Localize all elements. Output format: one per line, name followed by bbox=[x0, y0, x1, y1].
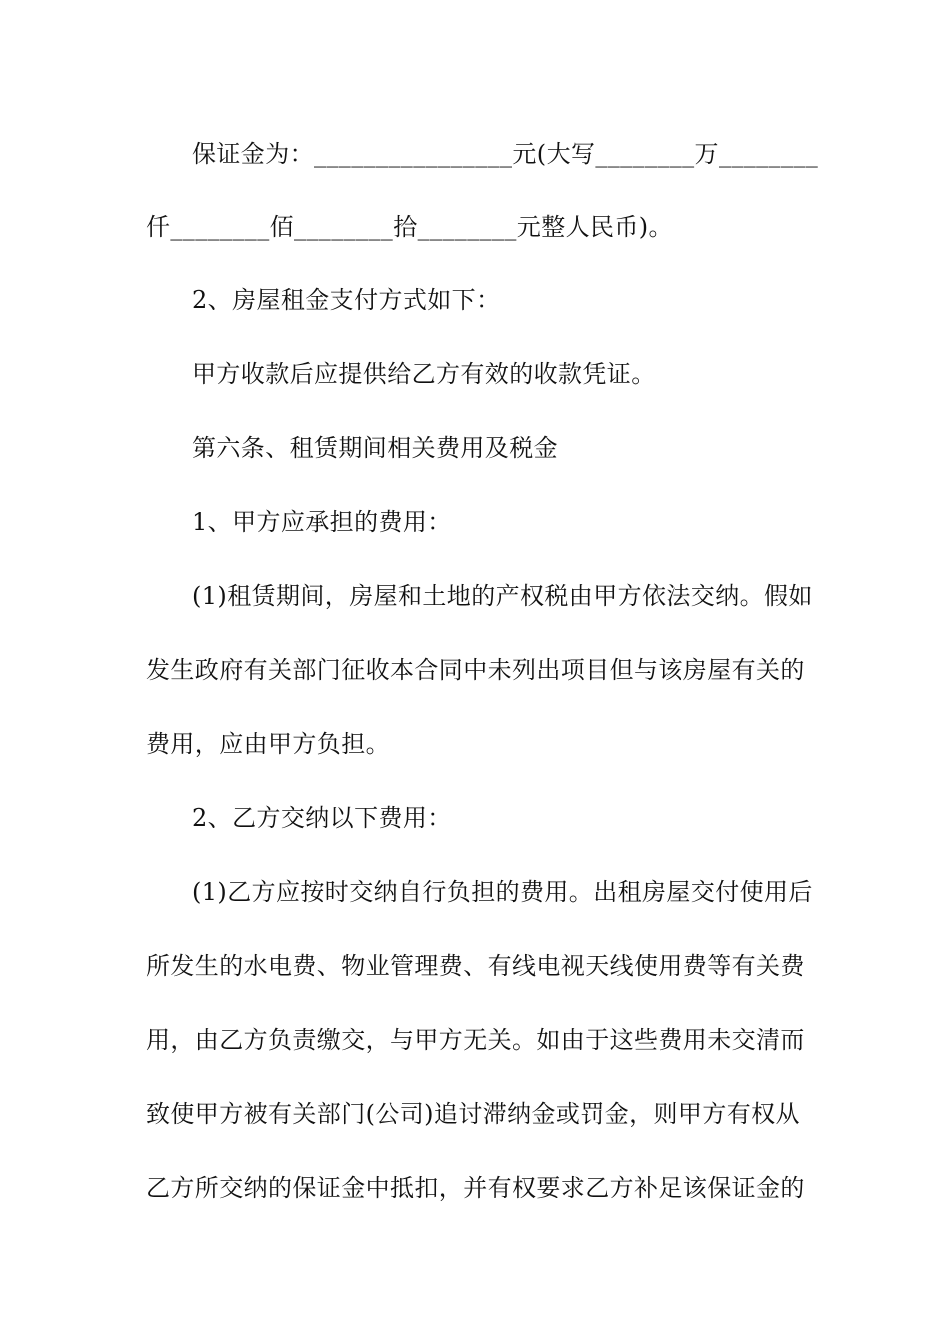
receipt-clause: 甲方收款后应提供给乙方有效的收款凭证。 bbox=[192, 360, 656, 388]
deposit-amount-line: 保证金为：________________元(大写________万________ bbox=[192, 140, 819, 168]
party-b-fees-paragraph-line-2: 所发生的水电费、物业管理费、有线电视天线使用费等有关费 bbox=[146, 952, 805, 980]
party-a-fees-paragraph-line-1: (1)租赁期间，房屋和土地的产权税由甲方依法交纳。假如 bbox=[192, 582, 813, 610]
party-b-fees-paragraph-line-3: 用，由乙方负责缴交，与甲方无关。如由于这些费用未交清而 bbox=[146, 1026, 805, 1054]
party-a-fees-paragraph-line-2: 发生政府有关部门征收本合同中未列出项目但与该房屋有关的 bbox=[146, 656, 805, 684]
party-a-fees-paragraph-line-3: 费用，应由甲方负担。 bbox=[146, 730, 390, 758]
deposit-amount-line-continued: 仟________佰________拾________元整人民币)。 bbox=[146, 213, 673, 241]
article-six-heading: 第六条、租赁期间相关费用及税金 bbox=[192, 434, 558, 462]
party-a-fees-heading: 1、甲方应承担的费用： bbox=[192, 508, 452, 536]
party-b-fees-heading: 2、乙方交纳以下费用： bbox=[192, 804, 452, 832]
party-b-fees-paragraph-line-4: 致使甲方被有关部门(公司)追讨滞纳金或罚金，则甲方有权从 bbox=[146, 1100, 800, 1128]
party-b-fees-paragraph-line-5: 乙方所交纳的保证金中抵扣，并有权要求乙方补足该保证金的 bbox=[146, 1174, 805, 1202]
party-b-fees-paragraph-line-1: (1)乙方应按时交纳自行负担的费用。出租房屋交付使用后 bbox=[192, 878, 813, 906]
rent-payment-clause: 2、房屋租金支付方式如下： bbox=[192, 286, 501, 314]
